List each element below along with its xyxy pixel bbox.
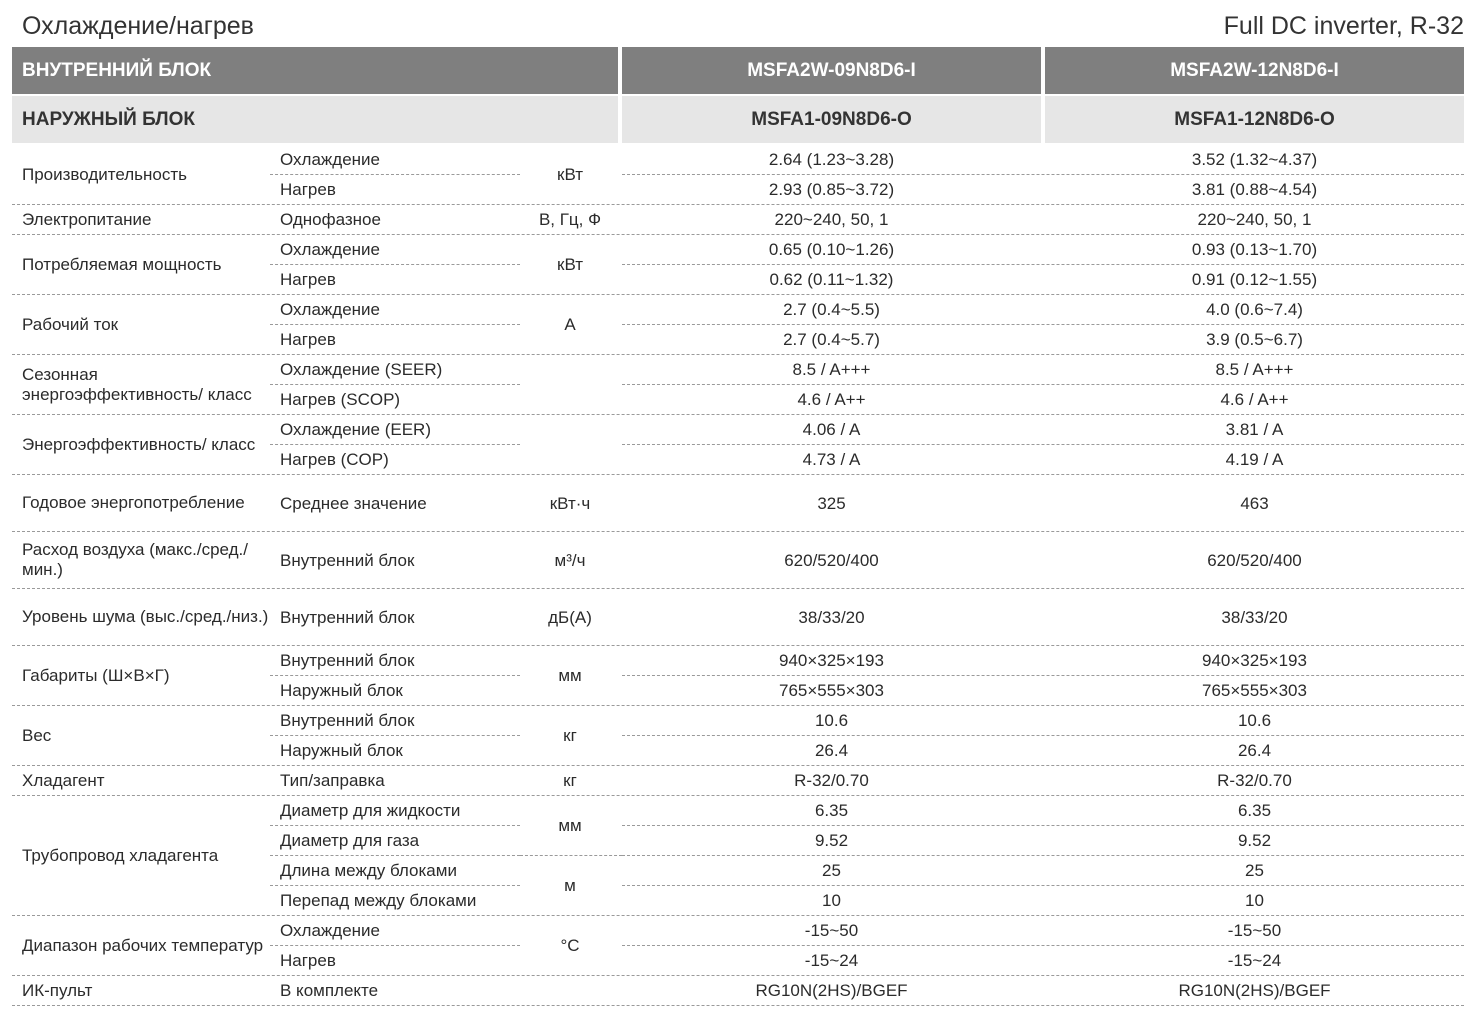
table-row bbox=[270, 856, 1464, 886]
unit-label: кг bbox=[563, 726, 577, 745]
spec-group bbox=[12, 706, 1464, 766]
spec-group bbox=[12, 145, 1464, 205]
table-row bbox=[270, 445, 1464, 475]
value-model-2: 3.81 / A bbox=[1225, 420, 1284, 439]
row-label: Нагрев (SCOP) bbox=[280, 390, 401, 409]
spec-group bbox=[12, 589, 1464, 646]
spec-group bbox=[12, 235, 1464, 295]
unit-label: мм bbox=[558, 666, 582, 685]
row-label: Внутренний блок bbox=[280, 651, 415, 670]
spec-group bbox=[12, 295, 1464, 355]
value-model-2: 463 bbox=[1240, 493, 1269, 513]
value-model-2: -15~24 bbox=[1227, 951, 1282, 970]
spec-group bbox=[12, 976, 1464, 1006]
row-label: Нагрев bbox=[280, 180, 336, 199]
value-model-2: 3.9 (0.5~6.7) bbox=[1206, 330, 1303, 349]
value-model-1: 6.35 bbox=[814, 801, 849, 820]
table-row bbox=[270, 946, 1464, 976]
value-model-1: 8.5 / A+++ bbox=[792, 360, 871, 379]
unit-label: дБ(А) bbox=[548, 607, 592, 627]
table-row bbox=[270, 235, 1464, 265]
table-row bbox=[270, 175, 1464, 205]
value-model-2: 3.52 (1.32~4.37) bbox=[1191, 150, 1318, 169]
value-model-2: 38/33/20 bbox=[1221, 607, 1288, 627]
unit-label: м³/ч bbox=[554, 550, 586, 570]
value-model-1: 38/33/20 bbox=[798, 607, 865, 627]
value-model-1: 9.52 bbox=[814, 831, 849, 850]
value-model-1: RG10N(2HS)/BGEF bbox=[755, 981, 908, 1000]
parameter-name: Годовое энергопотребление bbox=[22, 493, 245, 512]
value-model-2: 0.91 (0.12~1.55) bbox=[1191, 270, 1318, 289]
parameter-name: Габариты (Ш×В×Г) bbox=[22, 665, 170, 685]
header-row-inner bbox=[12, 47, 1464, 94]
spec-table-body bbox=[12, 145, 1464, 1006]
table-row bbox=[270, 766, 1464, 796]
parameter-name: Потребляемая мощность bbox=[22, 254, 222, 274]
value-model-1: -15~50 bbox=[804, 921, 859, 940]
row-label: Среднее значение bbox=[280, 493, 427, 513]
spec-group bbox=[12, 205, 1464, 235]
unit-label: кВт bbox=[557, 255, 583, 274]
table-row bbox=[270, 325, 1464, 355]
parameter-name: Трубопровод хладагента bbox=[22, 845, 219, 865]
row-label: Перепад между блоками bbox=[280, 891, 477, 910]
value-model-1: 220~240, 50, 1 bbox=[774, 210, 889, 229]
parameter-name: ИК-пульт bbox=[22, 980, 93, 1000]
table-row bbox=[270, 489, 1464, 519]
value-model-2: 8.5 / A+++ bbox=[1215, 360, 1294, 379]
spec-group bbox=[12, 796, 1464, 916]
table-row bbox=[270, 736, 1464, 766]
row-label: Нагрев (COP) bbox=[280, 450, 389, 469]
value-model-2: 6.35 bbox=[1237, 801, 1272, 820]
table-row bbox=[270, 646, 1464, 676]
spec-group bbox=[12, 916, 1464, 976]
row-label: Наружный блок bbox=[280, 741, 403, 760]
unit-label: кг bbox=[563, 771, 577, 790]
table-row bbox=[270, 265, 1464, 295]
value-model-1: 2.64 (1.23~3.28) bbox=[768, 150, 895, 169]
outer-model-1: MSFA1-09N8D6-O bbox=[622, 96, 1041, 143]
value-model-2: 25 bbox=[1245, 861, 1264, 880]
table-row bbox=[270, 886, 1464, 916]
row-label: Внутренний блок bbox=[280, 607, 415, 627]
spec-group bbox=[12, 532, 1464, 589]
value-model-1: R-32/0.70 bbox=[794, 771, 869, 790]
table-row bbox=[270, 976, 1464, 1006]
inner-model-1: MSFA2W-09N8D6-I bbox=[622, 47, 1041, 94]
parameter-name: Хладагент bbox=[22, 770, 105, 790]
page-title: Охлаждение/нагрев bbox=[22, 12, 254, 40]
unit-label: кВт bbox=[557, 165, 583, 184]
spec-group bbox=[12, 646, 1464, 706]
value-model-2: -15~50 bbox=[1227, 921, 1282, 940]
value-model-2: 9.52 bbox=[1237, 831, 1272, 850]
value-model-1: 4.06 / A bbox=[802, 420, 861, 439]
table-row bbox=[270, 355, 1464, 385]
parameter-name: Сезонная энергоэффективность/ класс bbox=[22, 364, 252, 404]
value-model-1: 2.93 (0.85~3.72) bbox=[768, 180, 895, 199]
table-row bbox=[270, 385, 1464, 415]
row-label: Охлаждение bbox=[280, 240, 380, 259]
unit-label: кВт·ч bbox=[549, 493, 591, 513]
parameter-name: Диапазон рабочих температур bbox=[22, 935, 264, 955]
parameter-name: Производительность bbox=[22, 164, 188, 184]
value-model-1: 0.65 (0.10~1.26) bbox=[768, 240, 895, 259]
value-model-1: 26.4 bbox=[814, 741, 849, 760]
row-label: Охлаждение bbox=[280, 150, 380, 169]
row-label: Нагрев bbox=[280, 330, 336, 349]
value-model-1: -15~24 bbox=[804, 951, 859, 970]
row-label: Охлаждение bbox=[280, 300, 380, 319]
value-model-1: 4.6 / A++ bbox=[797, 390, 866, 409]
value-model-2: 0.93 (0.13~1.70) bbox=[1191, 240, 1318, 259]
parameter-name: Энергоэффективность/ класс bbox=[22, 434, 256, 454]
value-model-1: 2.7 (0.4~5.7) bbox=[783, 330, 880, 349]
table-row bbox=[270, 916, 1464, 946]
spec-group bbox=[12, 415, 1464, 475]
outer-model-2: MSFA1-12N8D6-O bbox=[1045, 96, 1464, 143]
table-row bbox=[270, 603, 1464, 633]
value-model-1: 325 bbox=[817, 493, 846, 513]
value-model-1: 2.7 (0.4~5.5) bbox=[783, 300, 880, 319]
unit-label: А bbox=[564, 315, 576, 334]
value-model-2: 10.6 bbox=[1237, 711, 1272, 730]
row-label: Внутренний блок bbox=[280, 711, 415, 730]
row-label: Охлаждение (SEER) bbox=[280, 360, 443, 379]
row-label: Нагрев bbox=[280, 270, 336, 289]
value-model-2: 4.6 / A++ bbox=[1220, 390, 1289, 409]
value-model-1: 0.62 (0.11~1.32) bbox=[769, 270, 894, 289]
value-model-2: 26.4 bbox=[1237, 741, 1272, 760]
row-label: Наружный блок bbox=[280, 681, 403, 700]
row-label: В комплекте bbox=[280, 981, 379, 1000]
value-model-1: 4.73 / A bbox=[802, 450, 861, 469]
row-label: Тип/заправка bbox=[280, 771, 385, 790]
value-model-1: 25 bbox=[822, 861, 841, 880]
value-model-1: 940×325×193 bbox=[779, 651, 884, 670]
spec-group bbox=[12, 766, 1464, 796]
value-model-2: 765×555×303 bbox=[1202, 681, 1307, 700]
row-label: Внутренний блок bbox=[280, 550, 415, 570]
value-model-2: 220~240, 50, 1 bbox=[1197, 210, 1312, 229]
unit-label: м bbox=[564, 876, 576, 895]
parameter-name: Вес bbox=[22, 725, 52, 745]
value-model-2: 620/520/400 bbox=[1207, 550, 1302, 570]
table-row bbox=[270, 295, 1464, 325]
value-model-2: 4.19 / A bbox=[1225, 450, 1284, 469]
value-model-2: 940×325×193 bbox=[1202, 651, 1307, 670]
page-subtitle: Full DC inverter, R-32 bbox=[1223, 12, 1464, 40]
parameter-name: Расход воздуха (макс./сред./мин.) bbox=[22, 540, 248, 579]
table-row bbox=[270, 796, 1464, 826]
row-label: Однофазное bbox=[280, 210, 381, 229]
row-label: Диаметр для газа bbox=[280, 831, 420, 850]
table-row bbox=[270, 546, 1464, 576]
parameter-name: Рабочий ток bbox=[22, 314, 119, 334]
value-model-2: R-32/0.70 bbox=[1217, 771, 1292, 790]
parameter-name: Уровень шума (выс./сред./низ.) bbox=[22, 607, 269, 626]
header-row-outer bbox=[12, 96, 1464, 143]
spec-table-header bbox=[12, 47, 1464, 143]
table-row bbox=[270, 706, 1464, 736]
value-model-2: 3.81 (0.88~4.54) bbox=[1191, 180, 1318, 199]
value-model-1: 10.6 bbox=[814, 711, 849, 730]
value-model-1: 620/520/400 bbox=[784, 550, 879, 570]
inner-unit-label: ВНУТРЕННИЙ БЛОК bbox=[12, 47, 618, 94]
table-row bbox=[270, 676, 1464, 706]
table-row bbox=[270, 145, 1464, 175]
parameter-name: Электропитание bbox=[22, 209, 152, 229]
row-label: Охлаждение (EER) bbox=[280, 420, 431, 439]
unit-label: В, Гц, Ф bbox=[538, 210, 602, 229]
row-label: Диаметр для жидкости bbox=[280, 801, 461, 820]
outer-unit-label: НАРУЖНЫЙ БЛОК bbox=[12, 96, 618, 143]
inner-model-2: MSFA2W-12N8D6-I bbox=[1045, 47, 1464, 94]
spec-group bbox=[12, 355, 1464, 415]
value-model-2: RG10N(2HS)/BGEF bbox=[1178, 981, 1331, 1000]
value-model-2: 4.0 (0.6~7.4) bbox=[1206, 300, 1303, 319]
spec-group bbox=[12, 475, 1464, 532]
table-row bbox=[270, 826, 1464, 856]
table-row bbox=[270, 415, 1464, 445]
unit-label: мм bbox=[558, 816, 582, 835]
value-model-2: 10 bbox=[1245, 891, 1264, 910]
value-model-1: 10 bbox=[822, 891, 841, 910]
row-label: Охлаждение bbox=[280, 921, 380, 940]
row-label: Длина между блоками bbox=[280, 861, 457, 880]
table-row bbox=[270, 205, 1464, 235]
unit-label: °C bbox=[560, 936, 580, 955]
row-label: Нагрев bbox=[280, 951, 336, 970]
value-model-1: 765×555×303 bbox=[779, 681, 884, 700]
